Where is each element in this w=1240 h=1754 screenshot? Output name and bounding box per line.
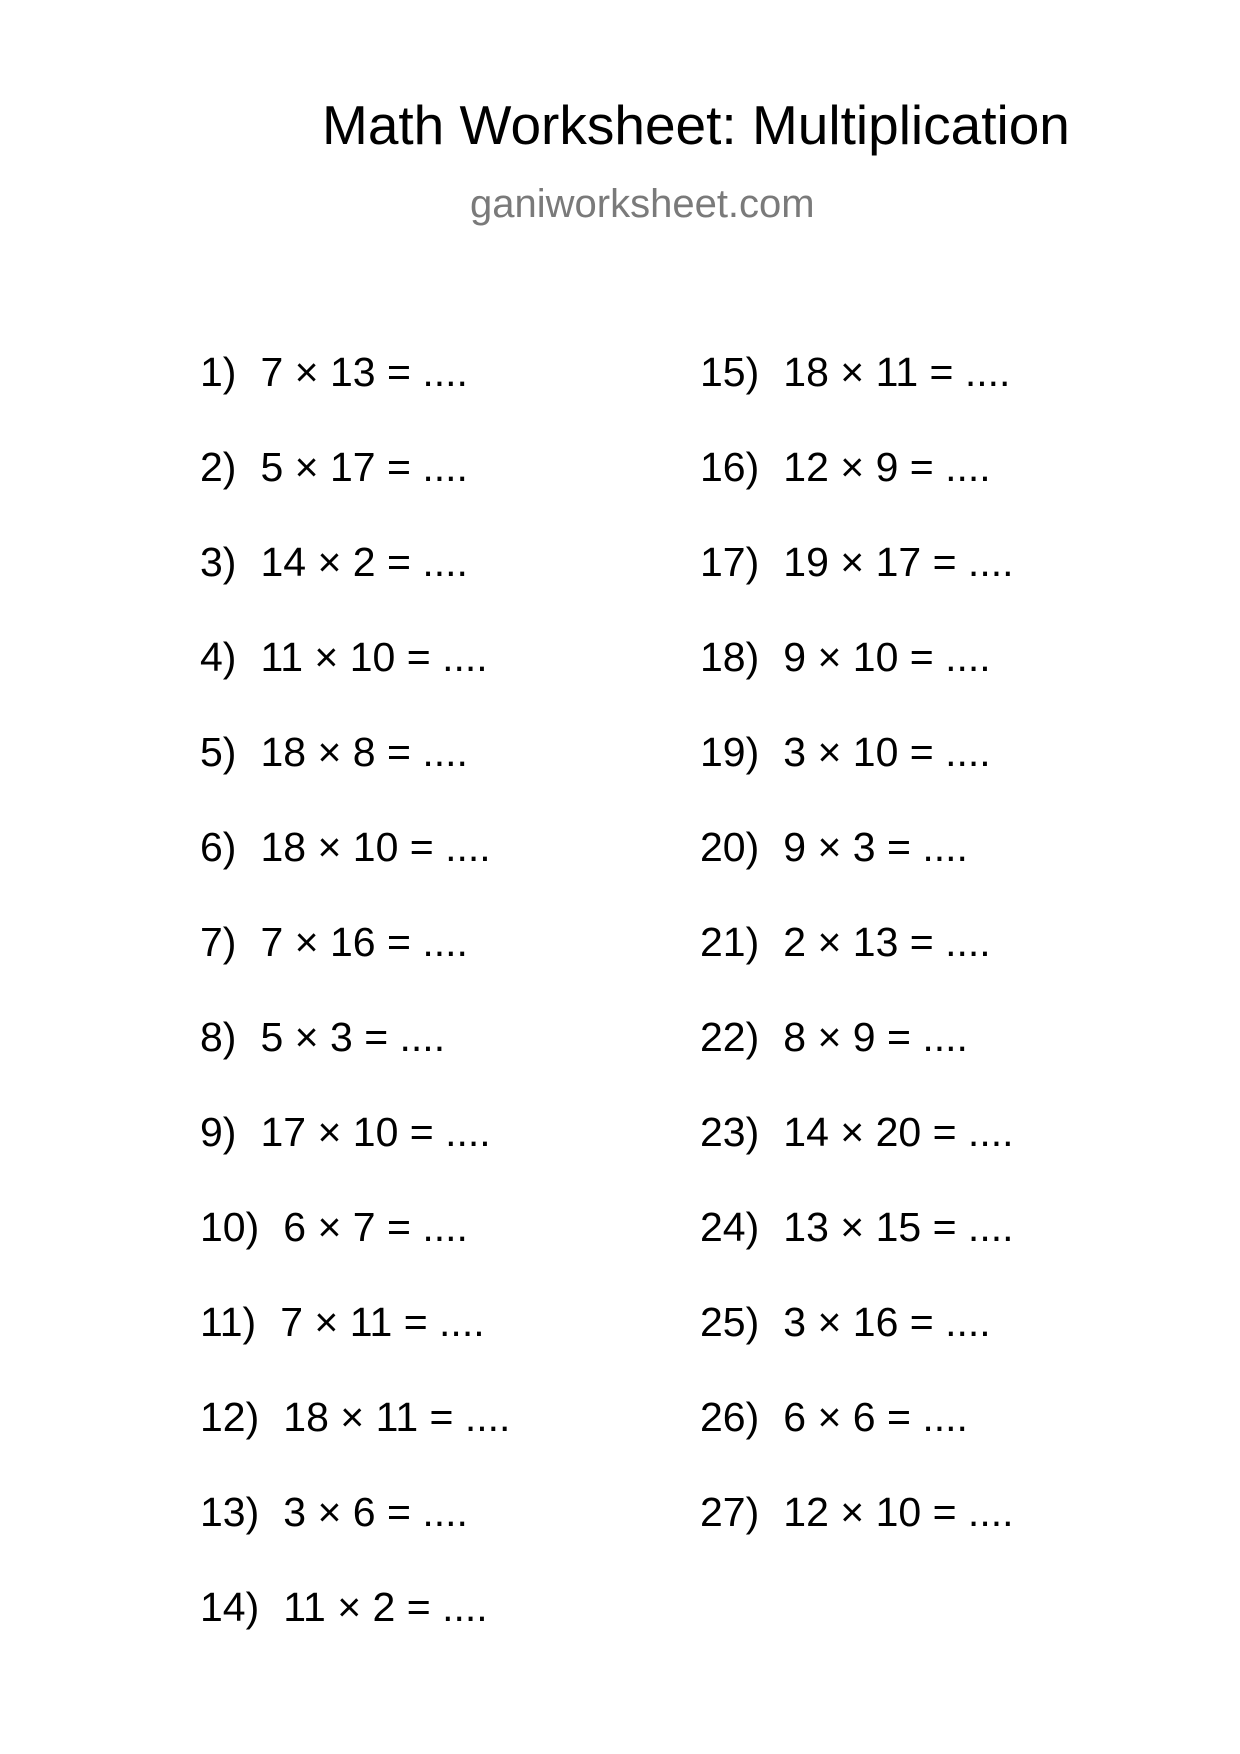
problem-expression: 14 × 2 = .... [260, 539, 468, 585]
problem-number: 1) [200, 349, 237, 395]
problem-expression: 18 × 8 = .... [260, 729, 468, 775]
problem-item [200, 539, 510, 637]
problem-item [700, 444, 1014, 542]
problem-item [700, 919, 1014, 1017]
problem-expression: 14 × 20 = .... [783, 1109, 1014, 1155]
problem-item [200, 824, 510, 922]
problem-expression: 19 × 17 = .... [783, 539, 1014, 585]
problem-expression: 11 × 2 = .... [283, 1584, 488, 1630]
problem-item [700, 729, 1014, 827]
problem-number: 4) [200, 634, 237, 680]
problem-expression: 3 × 16 = .... [783, 1299, 991, 1345]
problem-expression: 9 × 10 = .... [783, 634, 991, 680]
problem-item [700, 1299, 1014, 1397]
problem-number: 15) [700, 349, 760, 395]
problem-number: 6) [200, 824, 237, 870]
problem-expression: 5 × 17 = .... [260, 444, 468, 490]
problem-column-left [200, 349, 511, 1682]
problem-number: 21) [700, 919, 760, 965]
problem-number: 5) [200, 729, 237, 775]
problem-item [700, 1109, 1014, 1207]
problem-expression: 7 × 11 = .... [280, 1299, 485, 1345]
page-title: Math Worksheet: Multiplication [322, 94, 1070, 156]
problem-expression: 7 × 13 = .... [260, 349, 468, 395]
problem-number: 17) [700, 539, 760, 585]
problem-expression: 3 × 6 = .... [283, 1489, 468, 1535]
problem-expression: 17 × 10 = .... [260, 1109, 491, 1155]
problem-expression: 8 × 9 = .... [783, 1014, 968, 1060]
problem-expression: 18 × 11 = .... [783, 349, 1011, 395]
problem-column-right [700, 349, 1014, 1587]
problem-number: 11) [200, 1299, 257, 1345]
problem-number: 8) [200, 1014, 237, 1060]
problem-item [200, 349, 510, 447]
problem-number: 12) [200, 1394, 260, 1440]
problem-expression: 6 × 6 = .... [783, 1394, 968, 1440]
site-url: ganiworksheet.com [470, 182, 815, 226]
problem-expression: 12 × 9 = .... [783, 444, 991, 490]
problem-number: 13) [200, 1489, 260, 1535]
problem-number: 2) [200, 444, 237, 490]
problem-item [200, 1584, 510, 1682]
problem-item [700, 1489, 1014, 1587]
problem-expression: 7 × 16 = .... [260, 919, 468, 965]
problem-number: 7) [200, 919, 237, 965]
problem-item [200, 919, 510, 1017]
problem-number: 27) [700, 1489, 760, 1535]
problem-item [700, 824, 1014, 922]
problem-expression: 18 × 10 = .... [260, 824, 491, 870]
problem-item [200, 444, 510, 542]
problem-item [700, 1394, 1014, 1492]
problem-item [200, 634, 510, 732]
problem-number: 22) [700, 1014, 760, 1060]
problem-item [200, 1394, 511, 1492]
problem-number: 16) [700, 444, 760, 490]
problem-expression: 18 × 11 = .... [283, 1394, 511, 1440]
problem-number: 14) [200, 1584, 260, 1630]
problem-number: 9) [200, 1109, 237, 1155]
problem-expression: 12 × 10 = .... [783, 1489, 1014, 1535]
problem-item [700, 539, 1014, 637]
problem-expression: 2 × 13 = .... [783, 919, 991, 965]
problem-item [700, 349, 1014, 447]
problem-number: 18) [700, 634, 760, 680]
problem-expression: 5 × 3 = .... [260, 1014, 446, 1060]
problem-item [700, 1204, 1014, 1302]
problem-item [200, 1014, 510, 1112]
problem-expression: 9 × 3 = .... [783, 824, 968, 870]
problem-number: 25) [700, 1299, 760, 1345]
problem-expression: 3 × 10 = .... [783, 729, 991, 775]
problem-number: 10) [200, 1204, 260, 1250]
problem-item [200, 1489, 510, 1587]
problem-number: 3) [200, 539, 237, 585]
problem-number: 19) [700, 729, 760, 775]
problem-expression: 13 × 15 = .... [783, 1204, 1014, 1250]
problem-item [200, 1204, 510, 1302]
problem-item [700, 1014, 1014, 1112]
problem-number: 26) [700, 1394, 760, 1440]
problem-item [700, 634, 1014, 732]
problem-number: 23) [700, 1109, 760, 1155]
problem-expression: 6 × 7 = .... [283, 1204, 468, 1250]
problem-item [200, 1299, 510, 1397]
problem-expression: 11 × 10 = .... [260, 634, 488, 680]
problem-number: 24) [700, 1204, 760, 1250]
problem-item [200, 1109, 510, 1207]
problem-item [200, 729, 510, 827]
problem-number: 20) [700, 824, 760, 870]
